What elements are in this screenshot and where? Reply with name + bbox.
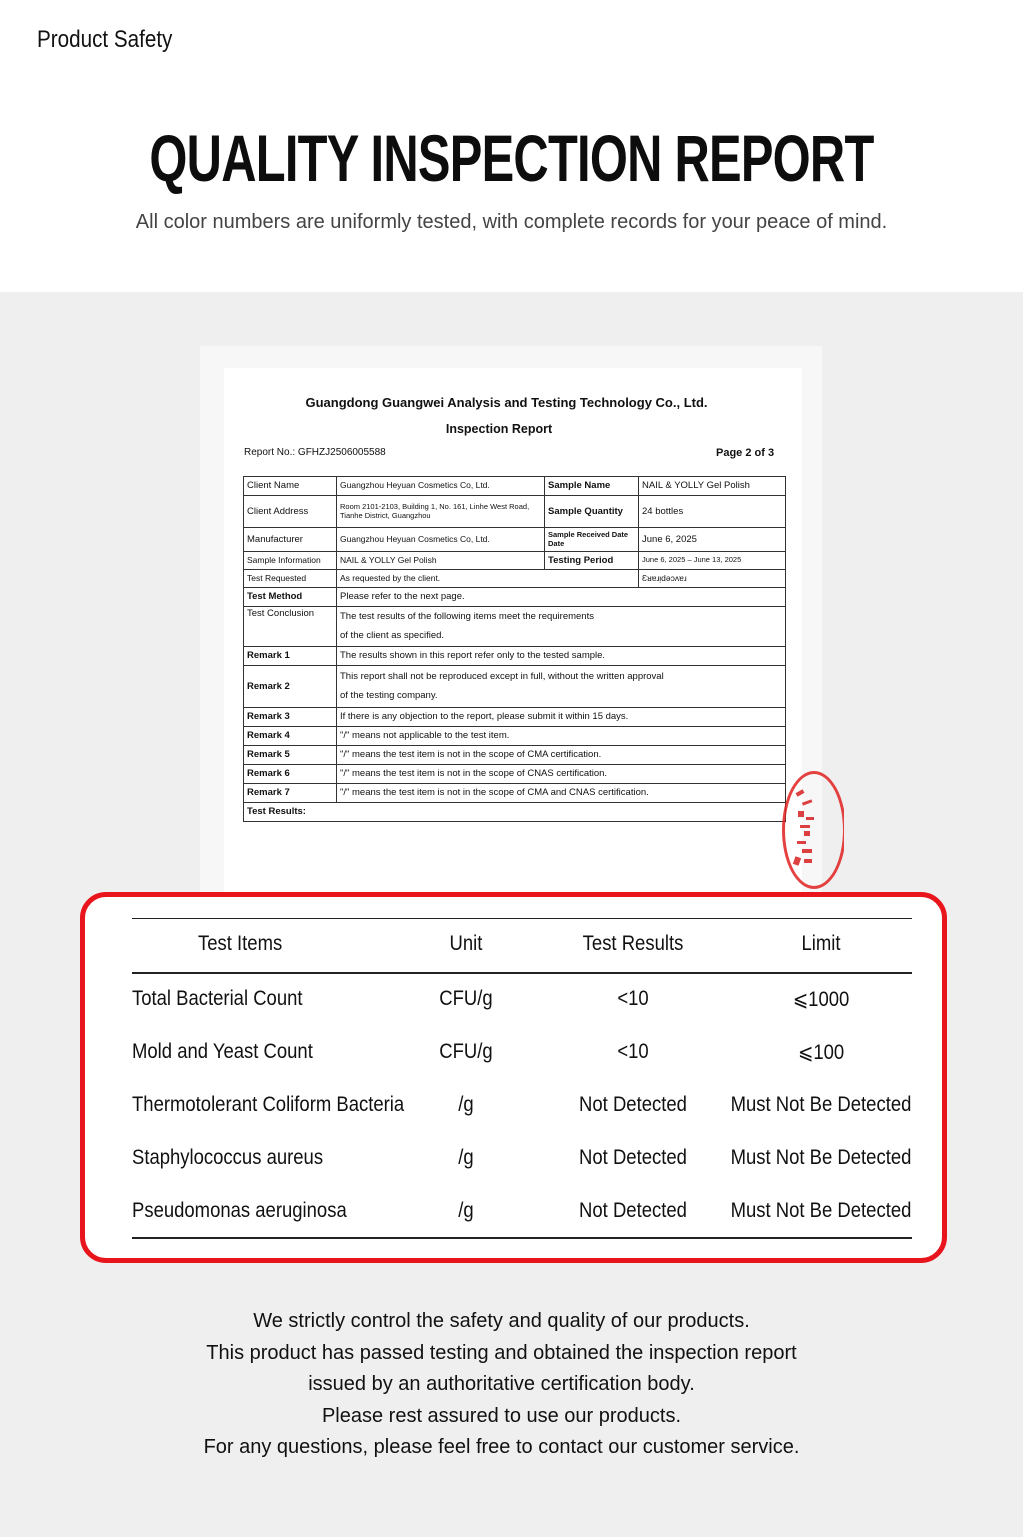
header-unit: Unit	[449, 932, 483, 955]
doc-value-extra: Ɛᴚɐɹᴉdǝɔʌɐɹ	[639, 570, 786, 588]
doc-conclusion-line-1: The test results of the following items meet the requirements	[340, 611, 594, 623]
row-test-item: Total Bacterial Count	[132, 987, 303, 1010]
doc-row-address	[244, 496, 786, 528]
doc-value	[337, 666, 786, 708]
assurance-message	[0, 1306, 1003, 1464]
row-result: <10	[617, 987, 649, 1010]
row-test-item: Pseudomonas aeruginosa	[132, 1199, 347, 1222]
doc-row-remark-7	[244, 784, 786, 803]
doc-row-test-method	[244, 588, 786, 607]
document-page-number: Page 2 of 3	[716, 447, 775, 459]
doc-label: Testing Period	[545, 552, 639, 570]
official-seal-stamp	[782, 771, 844, 889]
assurance-line: This product has passed testing and obtained the inspection report	[206, 1341, 797, 1364]
doc-row-remark-4	[244, 727, 786, 746]
doc-value: NAIL & YOLLY Gel Polish	[337, 552, 545, 570]
doc-value	[337, 607, 786, 647]
doc-label: Manufacturer	[244, 528, 337, 552]
doc-address-line-1: Room 2101-2103, Building 1, No. 161, Linhe West Road,	[340, 501, 530, 511]
document-info-table	[243, 476, 786, 822]
doc-row-test-requested	[244, 570, 786, 588]
doc-label: Remark 3	[244, 708, 337, 727]
inspection-report-document	[224, 368, 802, 908]
row-result: Not Detected	[579, 1093, 687, 1116]
row-result: Not Detected	[579, 1146, 687, 1169]
doc-row-sample-info	[244, 552, 786, 570]
doc-label	[545, 528, 639, 552]
doc-label: Client Name	[244, 477, 337, 496]
doc-value: 24 bottles	[639, 496, 786, 528]
page-subtitle: All color numbers are uniformly tested, with complete records for your peace of mind.	[135, 211, 888, 233]
table-row	[132, 1146, 912, 1176]
assurance-line: We strictly control the safety and quality of our products.	[253, 1310, 750, 1332]
section-label: Product Safety	[37, 26, 173, 53]
doc-label: Test Method	[244, 588, 337, 607]
doc-remark2-line-2: of the testing company.	[340, 689, 438, 701]
doc-row-conclusion	[244, 607, 786, 647]
row-test-item: Staphylococcus aureus	[132, 1146, 324, 1169]
doc-value: June 6, 2025	[639, 528, 786, 552]
doc-row-manufacturer	[244, 528, 786, 552]
doc-row-remark-2	[244, 666, 786, 708]
row-limit: Must Not Be Detected	[730, 1093, 912, 1116]
results-table-header	[132, 932, 912, 962]
row-limit: Must Not Be Detected	[730, 1199, 912, 1222]
doc-row-remark-1	[244, 647, 786, 666]
doc-label: Test Results:	[244, 803, 786, 822]
assurance-line: issued by an authoritative certification body.	[308, 1373, 695, 1395]
table-top-rule	[132, 918, 912, 919]
doc-value: "/" means not applicable to the test item.	[337, 727, 786, 746]
row-test-item: Thermotolerant Coliform Bacteria	[132, 1093, 405, 1116]
doc-value: As requested by the client.	[337, 570, 639, 588]
doc-address-line-2: Tianhe District, Guangzhou	[340, 510, 431, 520]
row-result: Not Detected	[579, 1199, 687, 1222]
test-results-highlight-box	[80, 892, 947, 1263]
doc-value: Please refer to the next page.	[337, 588, 786, 607]
doc-label: Sample Name	[545, 477, 639, 496]
doc-label: Test Requested	[244, 570, 337, 588]
doc-remark2-line-1: This report shall not be reproduced except in full, without the written approval	[340, 671, 664, 683]
document-report-number: Report No.: GFHZJ2506005588	[244, 447, 386, 458]
document-company: Guangdong Guangwei Analysis and Testing Technology Co., Ltd.	[305, 395, 708, 410]
row-unit: /g	[458, 1199, 474, 1222]
row-limit: ⩽1000	[792, 988, 850, 1011]
row-unit: /g	[458, 1146, 474, 1169]
doc-value	[337, 496, 545, 528]
row-result: <10	[617, 1040, 649, 1063]
doc-label: Remark 7	[244, 784, 337, 803]
doc-value: If there is any objection to the report, please submit it within 15 days.	[337, 708, 786, 727]
doc-row-test-results	[244, 803, 786, 822]
doc-label: Remark 4	[244, 727, 337, 746]
doc-label: Sample Quantity	[545, 496, 639, 528]
doc-value: Guangzhou Heyuan Cosmetics Co, Ltd.	[337, 528, 545, 552]
assurance-line: Please rest assured to use our products.	[321, 1404, 682, 1427]
row-limit: ⩽100	[797, 1041, 845, 1064]
doc-value: "/" means the test item is not in the scope of CMA certification.	[337, 746, 786, 765]
doc-label: Client Address	[244, 496, 337, 528]
doc-label: Test Conclusion	[244, 607, 337, 647]
doc-value: The results shown in this report refer only to the tested sample.	[337, 647, 786, 666]
doc-value: NAIL & YOLLY Gel Polish	[639, 477, 786, 496]
doc-label: Remark 1	[244, 647, 337, 666]
doc-row-remark-3	[244, 708, 786, 727]
doc-value: June 6, 2025 – June 13, 2025	[639, 552, 786, 570]
doc-value: Guangzhou Heyuan Cosmetics Co, Ltd.	[337, 477, 545, 496]
doc-row-remark-5	[244, 746, 786, 765]
row-unit: CFU/g	[439, 1040, 493, 1063]
doc-value: "/" means the test item is not in the scope of CMA and CNAS certification.	[337, 784, 786, 803]
doc-label: Remark 6	[244, 765, 337, 784]
doc-row-remark-6	[244, 765, 786, 784]
doc-received-label-1: Sample Received Date	[548, 529, 629, 539]
header-rule	[132, 972, 912, 974]
doc-conclusion-line-2: of the client as specified.	[340, 629, 445, 641]
row-unit: CFU/g	[439, 987, 493, 1010]
row-unit: /g	[458, 1093, 474, 1116]
seal-marks	[782, 771, 844, 889]
doc-label: Sample Information	[244, 552, 337, 570]
row-limit: Must Not Be Detected	[730, 1146, 912, 1169]
table-row	[132, 987, 912, 1017]
assurance-line: For any questions, please feel free to contact our customer service.	[203, 1436, 800, 1458]
doc-row-client	[244, 477, 786, 496]
doc-value: "/" means the test item is not in the scope of CNAS certification.	[337, 765, 786, 784]
document-title: Inspection Report	[445, 422, 553, 436]
header-test-results: Test Results	[582, 932, 684, 955]
doc-label: Remark 5	[244, 746, 337, 765]
header-test-items: Test Items	[198, 932, 283, 955]
doc-received-label-2: Date	[548, 538, 565, 548]
table-row	[132, 1093, 912, 1123]
header-limit: Limit	[801, 932, 841, 955]
table-row	[132, 1199, 912, 1229]
row-test-item: Mold and Yeast Count	[132, 1040, 313, 1063]
doc-label: Remark 2	[244, 666, 337, 708]
table-bottom-rule	[132, 1237, 912, 1239]
table-row	[132, 1040, 912, 1070]
page-title: QUALITY INSPECTION REPORT	[149, 121, 874, 195]
